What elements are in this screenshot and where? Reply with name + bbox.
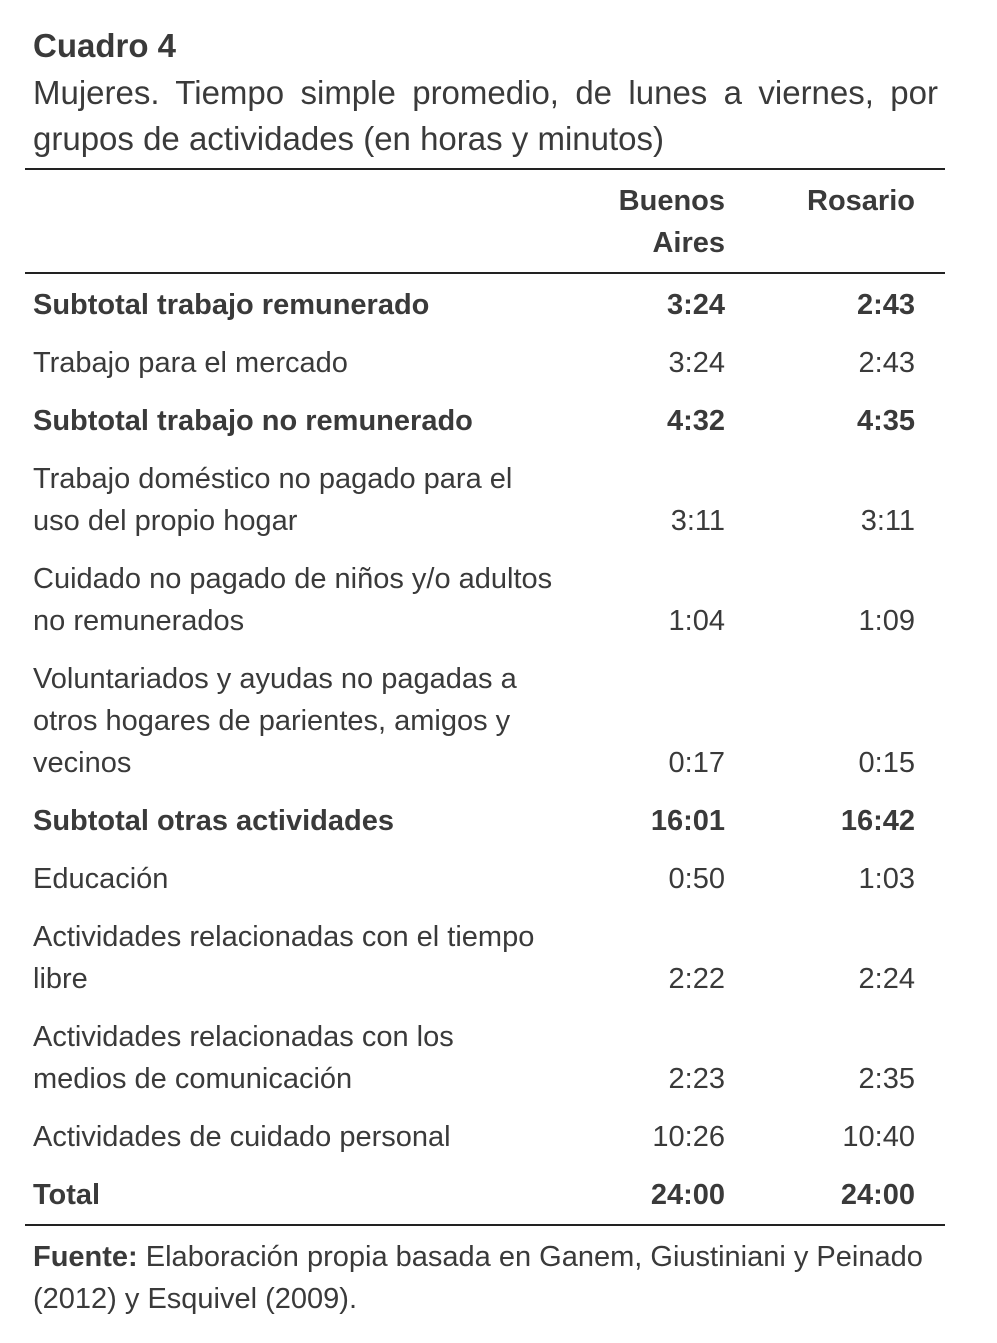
row-label-cell [25, 1108, 594, 1166]
row-label-cell [25, 792, 594, 850]
header-rosario: Rosario [725, 169, 945, 273]
table-body [25, 273, 945, 1225]
table-row [25, 392, 945, 450]
value-buenos-aires: 10:26 [652, 1121, 725, 1153]
row-label: Total [33, 1179, 101, 1211]
table-row [25, 1108, 945, 1166]
row-label-cell [25, 650, 594, 792]
value-buenos-aires: 4:32 [666, 405, 725, 437]
table-row [25, 450, 945, 550]
value-rosario: 4:35 [856, 405, 915, 437]
source-text: Elaboración propia basada en Ganem, Giustiniani y Peinado (2012) y Esquivel (2009). [33, 1241, 923, 1315]
row-label-cell [25, 273, 594, 334]
value-rosario: 1:09 [858, 605, 915, 637]
row-label: Subtotal trabajo remunerado [33, 289, 430, 321]
row-label-cell [25, 334, 594, 392]
row-label: Educación [33, 863, 169, 895]
value-buenos-aires: 0:17 [668, 747, 725, 779]
row-label-cell [25, 1166, 594, 1225]
row-label-cell [25, 1008, 594, 1108]
table-caption-label: Cuadro 4 [33, 27, 177, 64]
header-label-column [25, 169, 594, 273]
value-buenos-aires: 3:24 [666, 289, 725, 321]
value-rosario: 2:24 [858, 963, 915, 995]
row-label: Trabajo para el mercado [33, 347, 348, 379]
table-row [25, 1166, 945, 1225]
row-label: Cuidado no pagado de niños y/o adultos no remunerados [33, 563, 553, 637]
table-header-row [25, 169, 945, 273]
value-buenos-aires: 1:04 [668, 605, 725, 637]
value-rosario: 2:43 [856, 289, 915, 321]
table-row [25, 550, 945, 650]
value-rosario: 0:15 [858, 747, 915, 779]
row-label-cell [25, 908, 594, 1008]
row-label-cell [25, 392, 594, 450]
value-buenos-aires: 2:23 [668, 1063, 725, 1095]
row-label: Actividades relacionadas con el tiempo libre [33, 921, 535, 995]
table-row [25, 792, 945, 850]
value-rosario: 3:11 [860, 505, 915, 537]
header-buenos-aires-text: Buenos Aires [618, 185, 725, 259]
value-buenos-aires: 2:22 [668, 963, 725, 995]
row-label-cell [25, 850, 594, 908]
value-rosario: 24:00 [725, 1166, 945, 1225]
table-row [25, 650, 945, 792]
value-buenos-aires: 24:00 [594, 1166, 725, 1225]
source-label: Fuente: [33, 1241, 138, 1273]
row-label: Voluntariados y ayudas no pagadas a otros hogares de parientes, amigos y vecinos [33, 663, 517, 779]
table-caption-title: Mujeres. Tiempo simple promedio, de lunes a viernes, por grupos de actividades (en horas y minutos) [33, 74, 938, 157]
row-label-cell [25, 550, 594, 650]
value-rosario: 1:03 [858, 863, 915, 895]
table-row [25, 850, 945, 908]
value-rosario: 16:42 [840, 805, 915, 837]
row-label: Trabajo doméstico no pagado para el uso del propio hogar [33, 463, 513, 537]
row-label-cell [25, 450, 594, 550]
table-row [25, 908, 945, 1008]
value-buenos-aires: 3:11 [670, 505, 725, 537]
table-row [25, 334, 945, 392]
value-buenos-aires: 16:01 [650, 805, 725, 837]
table-row [25, 1008, 945, 1108]
value-rosario: 2:43 [858, 347, 915, 379]
value-rosario: 10:40 [842, 1121, 915, 1153]
value-rosario: 2:35 [858, 1063, 915, 1095]
value-buenos-aires: 3:24 [668, 347, 725, 379]
value-buenos-aires: 0:50 [668, 863, 725, 895]
row-label: Subtotal trabajo no remunerado [33, 405, 473, 437]
document-page [33, 22, 945, 1320]
row-label: Subtotal otras actividades [33, 805, 394, 837]
row-label: Actividades relacionadas con los medios de comunicación [33, 1021, 454, 1095]
header-buenos-aires [594, 169, 725, 273]
table-row [25, 273, 945, 334]
row-label: Actividades de cuidado personal [33, 1121, 451, 1153]
source-note [33, 1236, 945, 1320]
data-table [25, 168, 945, 1226]
